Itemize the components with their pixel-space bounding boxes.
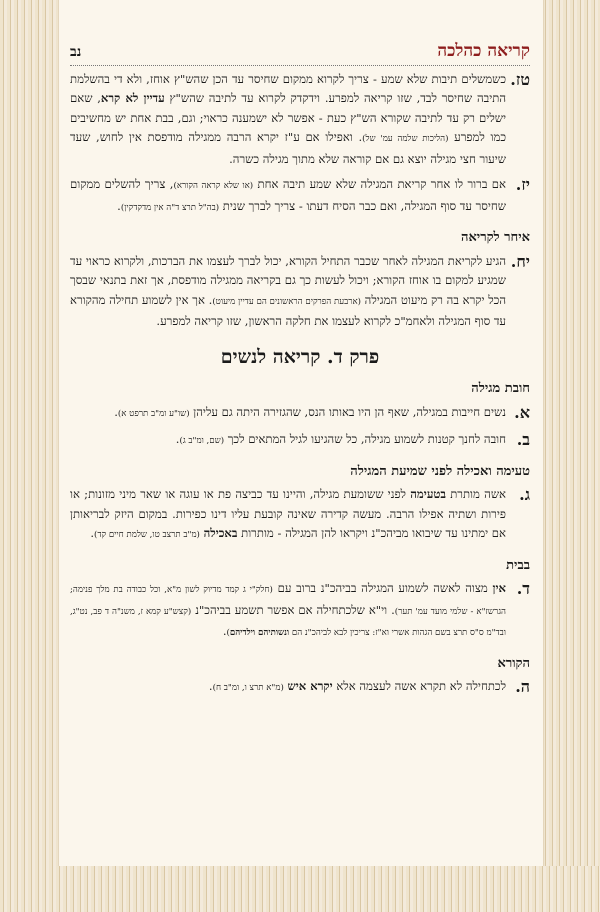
paragraph-g (70, 485, 530, 546)
paragraph-text: אם ברור לו אחר קריאת המגילה שלא שמע תיבה אחת (או שלא קראה הקורא), צריך להשלים ממקום שחיסר עד סוף המגילה, ואם כבר הסיח דעתו - צריך לברך שנית (בה"ל תרצ ד"ה אין מדקדקין). (70, 177, 506, 213)
running-title: קריאה כהלכה (437, 41, 530, 61)
page-content (70, 42, 530, 705)
section-heading-eating: טעימה ואכילה לפני שמיעת המגילה (350, 463, 530, 479)
paragraph-text: הגיע לקריאת המגילה לאחר שכבר התחיל הקורא, יכול לברך לעצמו את הברכות, ולקרוא כראוי עד שמגיע למקום בו אוחז הקורא; ויכול לעשות כך גם בקריאה ממגילה מודפסת, אך זאת בתנאי שבסך הכל יקרא בה רק מיעוט המגילה (ארבעת הפרקים הראשונים הם עדיין מיעוט). אך אין לשמוע תחילה מהקורא עד סוף המגילה ולאחמ"כ לקרוא לעצמו את חלקה הראשון, שזו קריאה למפרע. (70, 253, 506, 328)
source-citation: (קצש"ע קמא ז, משנ"ה ד פב, נט"ג, ובד"מ ס"ס תרצ בשם הגהות אשרי וא"ז: צריכין לבא לביהכ"נ הם (70, 606, 506, 638)
section-heading-late: איחר לקריאה (460, 230, 530, 245)
source-citation: (מ"ב תרצב טו, שלמת חיים קד) (94, 530, 200, 540)
paragraph-text: חובה לחנך קטנות לשמוע מגילה, כל שהגיעו לגיל המתאים לכך (שם, ומ"ב ג). (175, 432, 506, 446)
source-citation: (שם, ומ"ב ג) (179, 436, 225, 446)
right-decorative-border (542, 0, 600, 912)
source-citation: (הליכות שלמה עמ' של) (362, 134, 449, 144)
paragraph-mark: ד. (516, 579, 530, 598)
left-decorative-border (0, 0, 58, 912)
paragraph-text: כשמשלים תיבות שלא שמע - צריך לקרוא ממקום שחיסר עד הכן שהש"ץ אוחז, ולא די בהשלמת התיבה שחיסר לבד, שזו קריאה למפרע. וידקדק לקרוא עד לתיבה שהש"ץ עדיין לא קרא, שאם ישלים רק עד לתיבה שקורא הש"ץ כעת - אפשר לא ישמענה כראוי; וגם, בבת אחת יש מחשיבים כמו למפרע (הליכות שלמה עמ' של). ואפילו אם ע"ז יקרא הרבה ממגילה מודפסת אין לחוש, שעד שיעור חצי מגילה יוצא גם אם קוראה שלא מתוך מגילה כשרה. (70, 71, 506, 166)
source-citation: (חלק"י ג קמד מדיוק לשון מ"א, וכל כבודה בת מלך פנימה; הגרשז"א - שלמי מועד עמ' תער) (70, 585, 507, 617)
paragraph-d (70, 579, 530, 644)
paragraph-b (70, 430, 530, 452)
source-citation: (ארבעת הפרקים הראשונים הם עדיין מיעוט) (212, 296, 361, 307)
paragraph-text: נשים חייבות במגילה, שאף הן היו באותו הנס, שהגזירה היתה גם עליהן (שו"ע ומ"ב תרפט א). (114, 404, 506, 419)
paragraph-mark: טז. (510, 69, 530, 89)
paragraph-mark: יז. (515, 175, 530, 194)
chapter-title: פרק ד. קריאה לנשים (220, 345, 380, 368)
source-citation: (או שלא קראה הקורא) (173, 181, 254, 191)
source-citation: (שו"ע ומ"ב תרפט א) (117, 408, 190, 419)
section-heading-reader: הקורא (497, 655, 530, 671)
section-heading-shul: בבית (506, 557, 530, 573)
paragraph-17 (70, 175, 530, 218)
paragraph-mark: יח. (510, 251, 530, 271)
paragraph-mark: ג. (519, 485, 530, 504)
paragraph-text: אין מצוה לאשה לשמוע המגילה בביהכ"נ ברוב עם (חלק"י ג קמד מדיוק לשון מ"א, וכל כבודה בת מלך פנימה; הגרשז"א - שלמי מועד עמ' תער). וי"א שלכתחילה אם אפשר תשמע בביהכ"נ (קצש"ע קמא ז, משנ"ה ד פב, נט"ג, ובד"מ ס"ס תרצ בשם הגהות אשרי וא"ז: צריכין לבא לביהכ"נ הם ונשותיהם וילדיהם). (70, 581, 507, 638)
paragraph-mark: א. (514, 402, 530, 422)
page-number: נב (70, 44, 82, 60)
section-heading-duty: חובת מגילה (471, 381, 530, 396)
paragraph-text: אשה מותרת בטעימה לפני ששומעת מגילה, והיינו עד כביצה פת או עוגה או שאר מיני מזונות; או פירות ושתיה אפילו הרבה. מעשה קדירה שאינה קובעת עליו דינו כפירות. במקום היזק לבריאותן אם ימתינו עד שיבואו מביהכ"נ ויקראו להן המגילה - מותרות באכילה (מ"ב תרצב טו, שלמת חיים קד). (70, 487, 506, 540)
source-citation: (בה"ל תרצ ד"ה אין מדקדקין) (120, 202, 220, 213)
paragraph-h (70, 677, 530, 699)
paragraph-18 (70, 252, 530, 332)
bottom-decorative-border (0, 866, 600, 912)
paragraph-mark: ב. (516, 430, 530, 449)
page-header (70, 42, 530, 66)
paragraph-16 (70, 70, 530, 170)
paragraph-mark: ה. (515, 677, 530, 696)
paragraph-a (70, 403, 530, 425)
source-citation: (מ"א תרצ ו, ומ"ב ח) (212, 683, 284, 693)
paragraph-text: לכתחילה לא תקרא אשה לעצמה אלא יקרא איש (מ"א תרצ ו, ומ"ב ח). (208, 679, 506, 693)
